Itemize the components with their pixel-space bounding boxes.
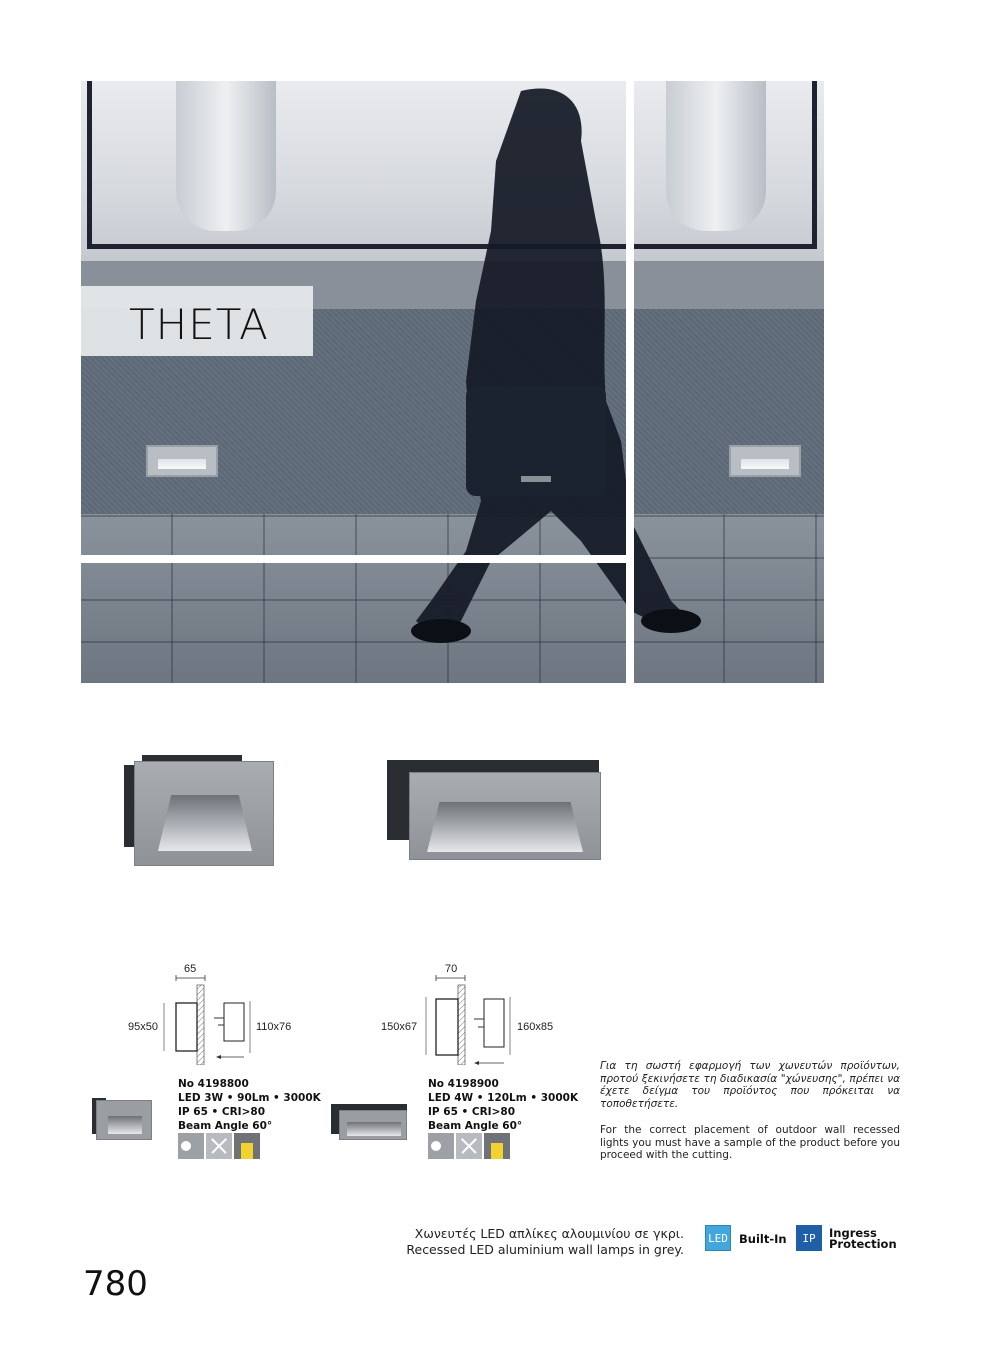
beam-spec: Beam Angle 60° — [428, 1120, 523, 1132]
product-thumbnail-4198800 — [92, 1098, 152, 1140]
ingress-protection-label — [829, 1228, 897, 1250]
installation-note-english: For the correct placement of outdoor wall recessed lights you must have a sample of the product before you proceed with the cutting. — [600, 1124, 900, 1162]
dim-depth-1: 65 — [184, 963, 197, 975]
beam-icon — [234, 1133, 260, 1159]
technical-drawing-2 — [420, 975, 520, 1065]
description-english: Recessed LED aluminium wall lamps in grey. — [406, 1242, 684, 1257]
ip-icon: IP — [796, 1225, 822, 1251]
spec-icons-4198900 — [428, 1133, 510, 1159]
wall-light-right — [729, 445, 801, 477]
technical-drawing-1 — [160, 975, 260, 1065]
wall-light-left — [146, 445, 218, 477]
led-built-in-label: Built-In — [739, 1232, 787, 1246]
product-description — [406, 1226, 684, 1258]
class-icon — [428, 1133, 454, 1159]
ip-spec: IP 65 • CRI>80 — [428, 1106, 515, 1118]
no-insulation-cover-icon — [456, 1133, 482, 1159]
product-code: No 4198900 — [428, 1078, 499, 1090]
led-spec: LED 3W • 90Lm • 3000K — [178, 1092, 321, 1104]
photo-divider-vertical — [626, 81, 634, 683]
no-insulation-cover-icon — [206, 1133, 232, 1159]
dim-left-1: 95x50 — [128, 1021, 158, 1033]
dim-right-2: 160x85 — [517, 1021, 554, 1033]
led-spec: LED 4W • 120Lm • 3000K — [428, 1092, 579, 1104]
ip-label-line1: Ingress — [829, 1226, 877, 1240]
product-code: No 4198800 — [178, 1078, 249, 1090]
beam-icon — [484, 1133, 510, 1159]
title-box — [81, 286, 313, 356]
dim-left-2: 150x67 — [381, 1021, 418, 1033]
description-greek: Χωνευτές LED απλίκες αλουμινίου σε γκρι. — [414, 1226, 684, 1241]
spec-icons-4198800 — [178, 1133, 260, 1159]
product-thumbnail-4198900 — [331, 1104, 407, 1140]
dim-depth-2: 70 — [445, 963, 458, 975]
beam-spec: Beam Angle 60° — [178, 1120, 273, 1132]
installation-note-greek: Για τη σωστή εφαρμογή των χωνευτών προϊόντων, προτού ξεκινήσετε τη διαδικασία "χώνευσης", πρέπει να έχετε δείγμα του προϊόντος που πρόκειται να τοποθετήσετε. — [600, 1060, 900, 1110]
spec-block-4198800 — [178, 1077, 321, 1133]
product-family-title: THETA — [129, 300, 269, 349]
led-icon: LED — [705, 1225, 731, 1251]
ip-label-line2: Protection — [829, 1237, 897, 1251]
class-icon — [178, 1133, 204, 1159]
hero-photo — [81, 81, 824, 683]
product-photo-4198900 — [385, 760, 605, 860]
product-photo-4198800 — [122, 755, 277, 870]
photo-divider-horizontal — [81, 555, 630, 563]
dim-right-1: 110x76 — [256, 1021, 292, 1033]
ip-spec: IP 65 • CRI>80 — [178, 1106, 265, 1118]
walking-person-silhouette — [371, 81, 701, 683]
spec-block-4198900 — [428, 1077, 578, 1133]
page-number: 780 — [83, 1264, 148, 1304]
